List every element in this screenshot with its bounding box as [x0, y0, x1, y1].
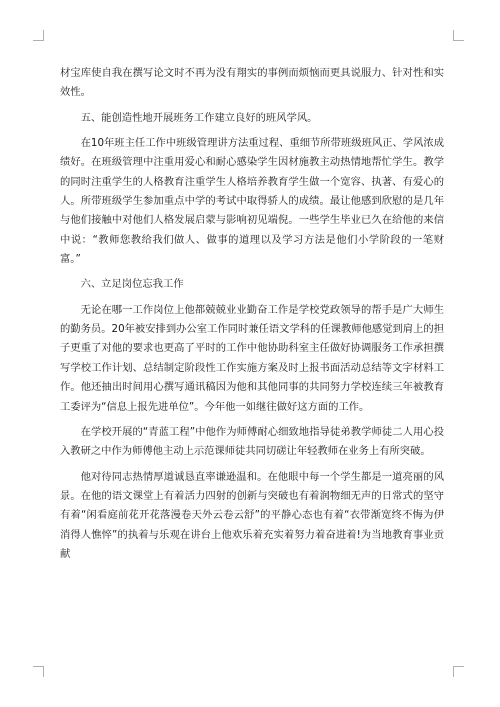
paragraph-class-management: 在10年班主任工作中班级管理讲方法重过程、重细节所带班级班风正、学风浓成绩好。在班级管理中注重用爱心和耐心感染学生因材施教主动热情地帮忙学生。教学的同时注重学生的人格教育注重学生人格培养教育学生做一个宽容、执著、有爱心的人。所带班级学生参加重点中学的考试中取得骄人的成绩。最让他感到欣慰的是几年与他们接触中对他们人格发展启蒙与影响初见端倪。一些学生毕业已久在给他的来信中说：“教师您教给我们做人、做事的道理以及学习方法是他们小学阶段的一笔财富。” — [60, 137, 444, 266]
section-heading-5: 五、能创造性地开展班务工作建立良好的班风学风。 — [80, 111, 318, 124]
paragraph-continuation: 材宝库使自我在撰写论文时不再为没有翔实的事例而烦恼而更具说服力、针对性和实效性。 — [60, 67, 444, 99]
crop-mark-top-right — [453, 30, 464, 41]
paragraph-mentoring: 在学校开展的“青蓝工程”中他作为师傅耐心细致地指导徒弟教学师徒二人用心投入教研之中作为师傅他主动上示范课师徒共同切磋让年轻教师在业务上有所突破。 — [60, 425, 444, 458]
crop-mark-bottom-left — [33, 666, 44, 677]
paragraph-attitude: 他对待同志热情厚道诚恳直率谦逊温和。在他眼中每一个学生都是一道亮丽的风景。在他的语文课堂上有着活力四射的创新与突破也有着润物细无声的日常式的坚守有着“闲看庭前花开花落漫卷天外云卷云舒”的平静心态也有着“衣带渐宽终不悔为伊消得人憔悴”的执着与乐观在讲台上他欢乐着充实着努力着奋进着!为当地教育事业贡献 — [60, 470, 444, 560]
crop-mark-bottom-right — [453, 666, 464, 677]
crop-mark-top-left — [33, 30, 44, 41]
document-body — [60, 64, 444, 564]
paragraph-office-work: 无论在哪一工作岗位上他都兢兢业业勤奋工作是学校党政领导的帮手是广大师生的勤务员。20年被安排到办公室工作同时兼任语文学科的任课教师他感觉到肩上的担子更重了对他的要求也更高了平时的工作中他协助科室主任做好协调服务工作承担撰写学校工作计划、总结制定阶段性工作实施方案及时上报书面活动总结等文字材料工作。他还抽出时间用心撰写通讯稿因为他和其他同事的共同努力学校连续三年被教育工委评为“信息上报先进单位”。今年他一如继往做好这方面的工作。 — [60, 303, 444, 413]
section-heading-6: 六、立足岗位忘我工作 — [80, 278, 184, 291]
